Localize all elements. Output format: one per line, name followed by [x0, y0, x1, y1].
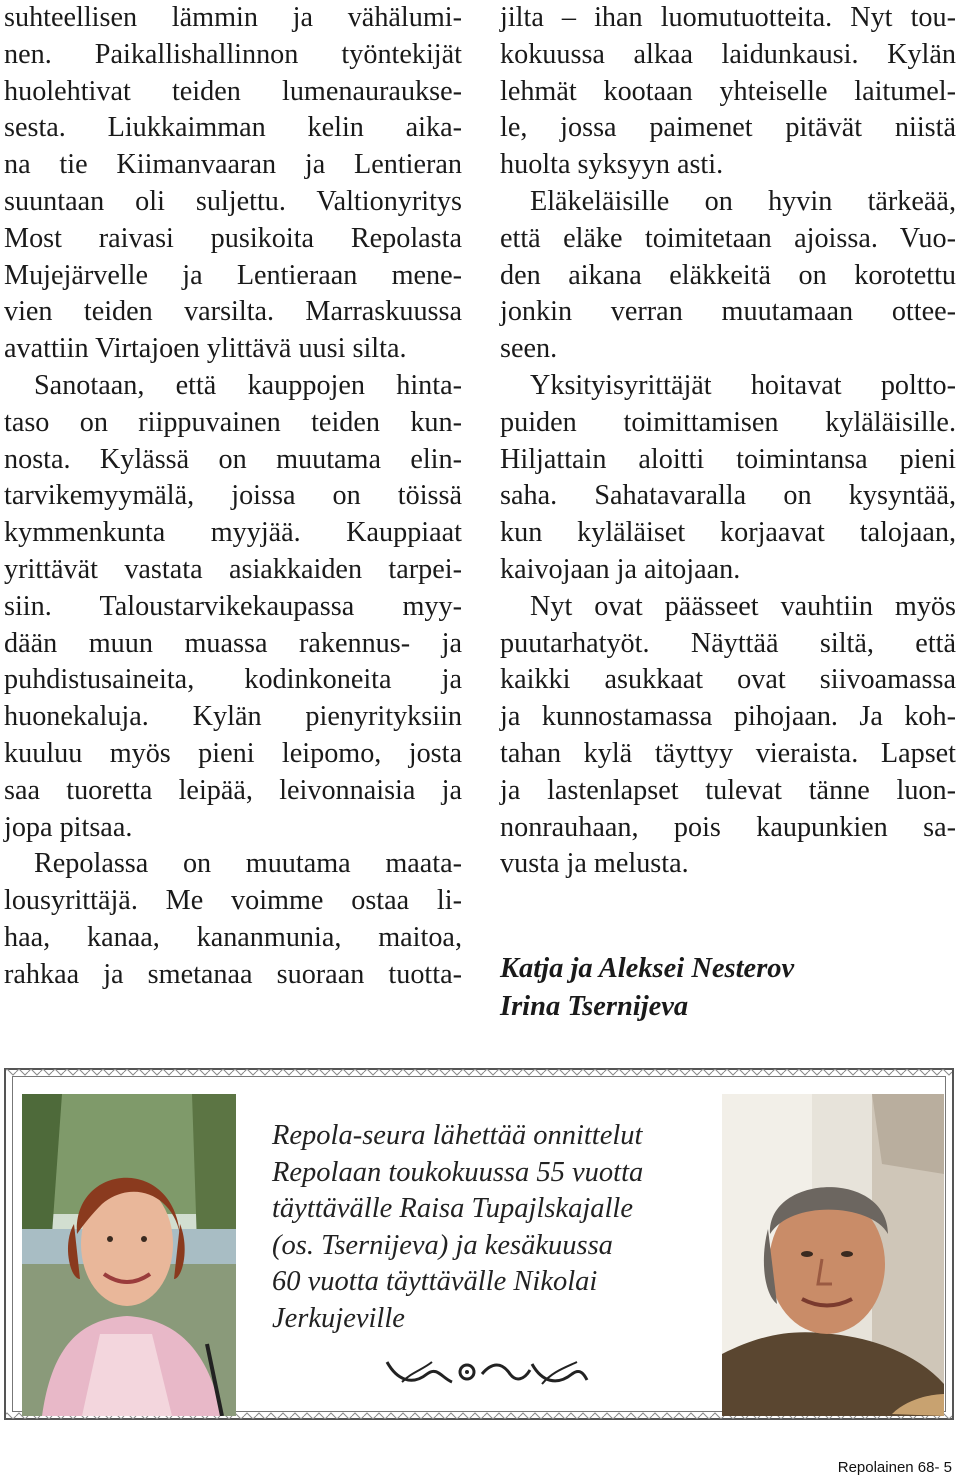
- right_column-text-line: huolta syksyyn asti.: [500, 149, 724, 181]
- left_column-text-line: rahkaa ja smetanaa suoraan tuotta-: [4, 958, 462, 990]
- right_column-text-line: kaikki asukkaat ovat siivoamassa: [500, 664, 956, 696]
- author-signature: [500, 950, 956, 1026]
- right_column-text-line: puutarhatyöt. Näyttää siltä, että: [500, 627, 956, 659]
- left_column-text-line: kymmenkunta myyjää. Kauppiaat: [4, 517, 462, 549]
- left_column-text-line: Sanotaan, että kauppojen hinta-: [34, 369, 462, 401]
- left_column-text-line: suhteellisen lämmin ja vähälumi-: [4, 2, 462, 33]
- left_column-text-line: siin. Taloustarvikekaupassa myy-: [4, 590, 462, 622]
- right_column-text-line: lehmät kootaan yhteiselle laitumel-: [500, 75, 956, 107]
- left-column: [4, 0, 462, 994]
- left_column-text-line: lousyrittäjä. Me voimme ostaa li-: [4, 885, 462, 917]
- right_column-text-line: jonkin verran muutamaan ottee-: [500, 296, 956, 328]
- right_column-text-line: kun kyläläiset korjaavat talojaan,: [500, 517, 956, 549]
- left_column-text-line: vien teiden varsilta. Marraskuussa: [4, 296, 462, 328]
- left_column-text-line: huolehtivat teiden lumenauraukse-: [4, 75, 462, 107]
- left_column-text-line: taso on riippuvainen teiden kun-: [4, 406, 462, 438]
- right_column-text-line: puiden toimittamisen kyläläisille.: [500, 406, 956, 438]
- photo-man: [722, 1094, 944, 1416]
- right_column-text-line: jilta – ihan luomutuotteita. Nyt tou-: [500, 2, 956, 33]
- left_column-text-line: yrittävät vastata asiakkaiden tarpei-: [4, 553, 462, 585]
- greeting-line-3: täyttävälle Raisa Tupajlskajalle: [272, 1193, 633, 1224]
- left_column-text-line: huonekaluja. Kylän pienyrityksiin: [4, 701, 462, 733]
- right_column-text-line: että eläke toimitetaan ajoissa. Vuo-: [500, 222, 956, 254]
- right_column-text-line: den aikana eläkkeitä on korotettu: [500, 259, 956, 291]
- photo-woman: [22, 1094, 236, 1416]
- left_column-text-line: nen. Paikallishallinnon työntekijät: [4, 38, 462, 70]
- right_column-text-line: Nyt ovat päässeet vauhtiin myös: [530, 590, 956, 622]
- right_column-text-line: kaivojaan ja aitojaan.: [500, 553, 741, 585]
- right_column-text-line: seen.: [500, 333, 558, 365]
- left_column-text-line: dään muun muassa rakennus- ja: [4, 627, 462, 659]
- right_column-text-line: vusta ja melusta.: [500, 848, 689, 880]
- right_column-text-line: Yksityisyrittäjät hoitavat poltto-: [530, 369, 956, 401]
- left_column-text-line: jopa pitsaa.: [4, 811, 133, 843]
- left_column-text-line: Mujejärvelle ja Lentieraan mene-: [4, 259, 462, 291]
- left_column-text-line: Most raivasi pusikoita Repolasta: [4, 222, 462, 254]
- author-line-1: Katja ja Aleksei Nesterov: [500, 953, 795, 984]
- greeting-line-6: Jerkujeville: [272, 1302, 405, 1334]
- author-line-2: Irina Tsernijeva: [500, 991, 689, 1022]
- left_column-text-line: na tie Kiimanvaaran ja Lentieran: [4, 149, 462, 181]
- right_column-text-line: le, jossa paimenet pitävät niistä: [500, 112, 956, 144]
- left_column-text-line: kuuluu myös pieni leipomo, josta: [4, 737, 462, 769]
- right-column: [500, 0, 956, 883]
- greeting-line-4: (os. Tsernijeva) ja kesäkuussa: [272, 1229, 613, 1261]
- greeting-line-1: Repola-seura lähettää onnittelut: [272, 1120, 643, 1151]
- left_column-text-line: Repolassa on muutama maata-: [34, 848, 462, 880]
- greeting-line-5: 60 vuotta täyttävälle Nikolai: [272, 1266, 598, 1297]
- right_column-text-line: ja kunnostamassa pihojaan. Ja koh-: [500, 701, 956, 733]
- right_column-text-line: kokuussa alkaa laidunkausi. Kylän: [500, 38, 956, 70]
- left_column-text-line: nosta. Kylässä on muutama elin-: [4, 443, 462, 475]
- left_column-text-line: suuntaan oli suljettu. Valtionyritys: [4, 185, 462, 217]
- right_column-text-line: saha. Sahatavaralla on kysyntää,: [500, 480, 956, 512]
- greeting-line-2: Repolaan toukokuussa 55 vuotta: [272, 1156, 644, 1188]
- right_column-text-line: ja lastenlapset tulevat tänne luon-: [500, 774, 956, 806]
- left_column-text-line: puhdistusaineita, kodinkoneita ja: [4, 664, 462, 696]
- left_column-text-line: avattiin Virtajoen ylittävä uusi silta.: [4, 333, 407, 365]
- right_column-text-line: tahan kylä täyttyy vieraista. Lapset: [500, 737, 956, 769]
- right_column-text-line: nonrauhaan, pois kaupunkien sa-: [500, 811, 956, 843]
- left_column-text-line: sesta. Liukkaimman kelin aika-: [4, 112, 462, 144]
- page-footer: Repolainen 68- 5: [837, 1459, 952, 1476]
- greeting-text: [272, 1118, 712, 1337]
- left_column-text-line: haa, kanaa, kananmunia, maitoa,: [4, 921, 462, 953]
- ornament-flourish-icon: [382, 1352, 592, 1392]
- left_column-text-line: saa tuoretta leipää, leivonnaisia ja: [4, 774, 462, 806]
- left_column-text-line: tarvikemyymälä, joissa on töissä: [4, 480, 462, 512]
- right_column-text-line: Eläkeläisille on hyvin tärkeää,: [530, 185, 956, 217]
- right_column-text-line: Hiljattain aloitti toimintansa pieni: [500, 443, 956, 475]
